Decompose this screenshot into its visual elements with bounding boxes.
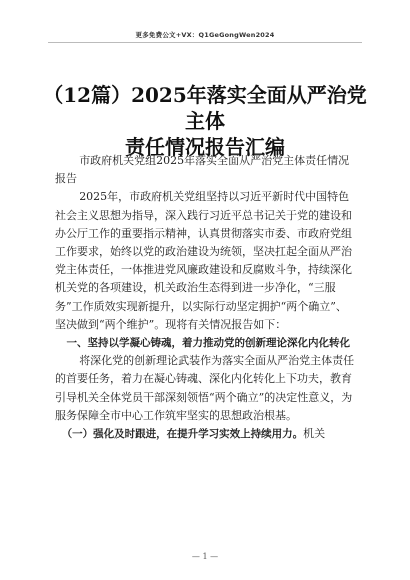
subsection-line: [55, 425, 355, 443]
title-line-2: 责任情况报告汇编: [125, 135, 285, 159]
section-heading-1: 一、坚持以学凝心铸魂，着力推动党的创新理论深化内化转化: [66, 337, 351, 350]
intro-paragraph: 市政府机关党组2025年落实全面从严治党主体责任情况报告: [55, 154, 350, 186]
title-line-1: （12篇）2025年落实全面从严治党主体: [43, 83, 367, 133]
document-title: [40, 82, 370, 160]
paragraph-1: 2025年，市政府机关党组坚持以习近平新时代中国特色社会主义思想为指导，深入践行习近平总书记关于党的建设和办公厅工作的重要指示精神，认真贯彻落实市委、市政府党组工作要求，始终以党的政治建设为统领，坚决扛起全面从严治党主体责任，一体推进党风廉政建设和反腐败斗争，持续深化机关党的各项建设，机关政治生态得到进一步净化，“三服务”工作质效实现新提升，以实际行动坚定拥护“两个确立”、坚决做到“两个维护”。现将有关情况报告如下：: [55, 190, 352, 331]
header-note: 更多免费公文+VX：Q1GeGongWen2024: [135, 31, 275, 39]
subsection-heading-1: （一）强化及时跟进，在提升学习实效上持续用力。: [61, 428, 304, 441]
paragraph-2: 将深化党的创新理论武装作为落实全面从严治党主体责任的首要任务，着力在凝心铸魂、深化内化转化上下功夫，教育引导机关全体党员干部深刻领悟“两个确立”的决定性意义，为服务保障全市中心工作筑牢坚实的思想政治根基。: [55, 354, 355, 422]
subsection-text: 机关: [303, 427, 326, 441]
header-divider: [48, 42, 362, 43]
page-number: — 1 —: [191, 552, 219, 561]
document-body: [55, 152, 355, 443]
